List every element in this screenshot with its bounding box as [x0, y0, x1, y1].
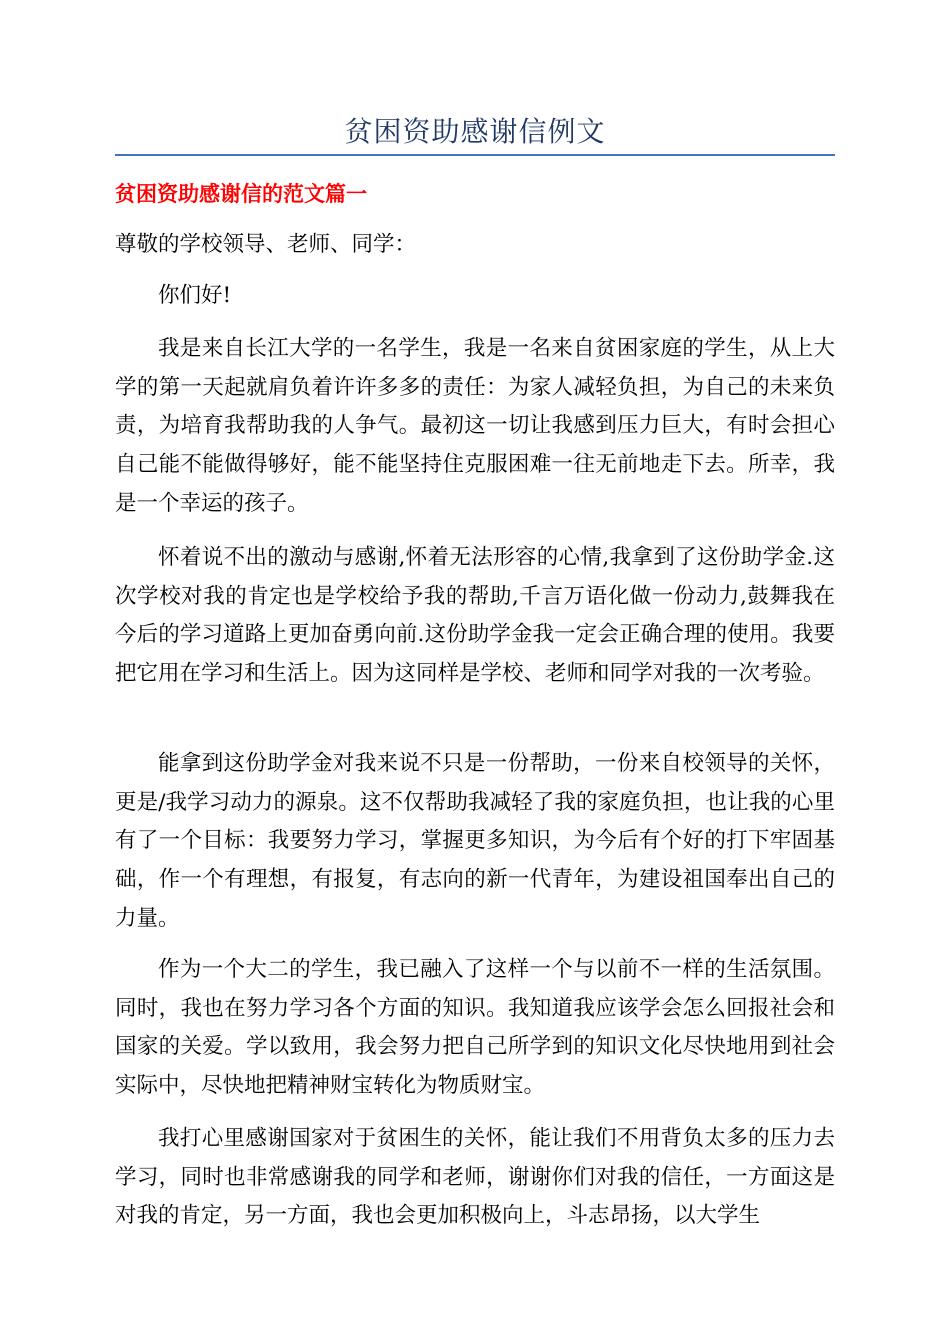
document-title: 贫困资助感谢信例文: [344, 115, 606, 148]
paragraph-3: 能拿到这份助学金对我来说不只是一份帮助，一份来自校领导的关怀，更是/我学习动力的源泉。这不仅帮助我减轻了我的家庭负担，也让我的心里有了一个目标：我要努力学习，掌握更多知识，为今后有个好的打下牢固基础，作一个有理想，有报复，有志向的新一代青年，为建设祖国奉出自己的力量。: [115, 751, 835, 931]
salutation: 尊敬的学校领导、老师、同学：: [115, 232, 417, 257]
greeting: 你们好!: [158, 283, 232, 308]
paragraph-2: 怀着说不出的激动与感谢,怀着无法形容的心情,我拿到了这份助学金.这次学校对我的肯定也是学校给予我的帮助,千言万语化做一份动力,鼓舞我在今后的学习道路上更加奋勇向前.这份助学金我一定会正确合理的使用。我要把它用在学习和生活上。因为这同样是学校、老师和同学对我的一次考验。: [115, 545, 835, 687]
paragraph-4: 作为一个大二的学生，我已融入了这样一个与以前不一样的生活氛围。同时，我也在努力学习各个方面的知识。我知道我应该学会怎么回报社会和国家的关爱。学以致用，我会努力把自己所学到的知识文化尽快地用到社会实际中，尽快地把精神财宝转化为物质财宝。: [115, 957, 835, 1099]
title-underline: [115, 154, 835, 156]
paragraph-1: 我是来自长江大学的一名学生，我是一名来自贫困家庭的学生，从上大学的第一天起就肩负着许许多多的责任：为家人减轻负担，为自己的未来负责，为培育我帮助我的人争气。最初这一切让我感到压力巨大，有时会担心自己能不能做得够好，能不能坚持住克服困难一往无前地走下去。所幸，我是一个幸运的孩子。: [115, 336, 835, 516]
paragraph-5: 我打心里感谢国家对于贫困生的关怀，能让我们不用背负太多的压力去学习，同时也非常感谢我的同学和老师，谢谢你们对我的信任，一方面这是对我的肯定，另一方面，我也会更加积极向上，斗志昂扬，以大学生: [115, 1126, 835, 1229]
section-heading: 贫困资助感谢信的范文篇一: [115, 182, 367, 206]
